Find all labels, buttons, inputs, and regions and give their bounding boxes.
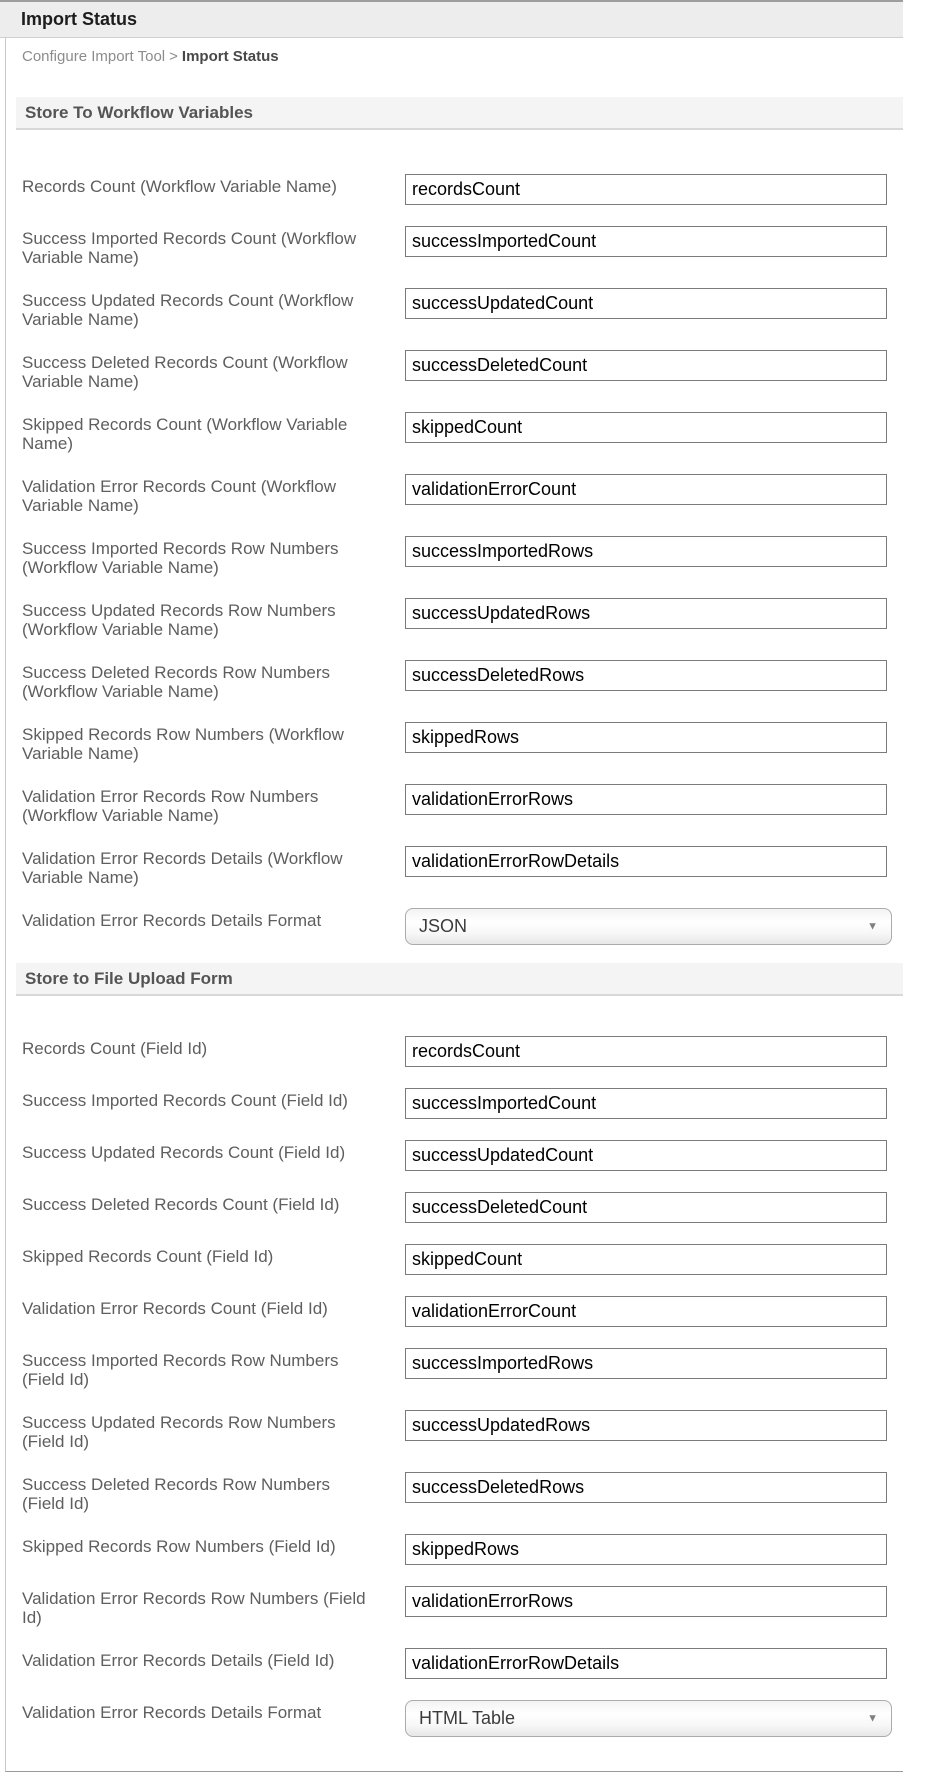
page-content xyxy=(5,38,903,1772)
field-wrapper xyxy=(405,288,887,319)
input-skippedCount[interactable] xyxy=(405,1244,887,1275)
input-successImportedRows[interactable] xyxy=(405,536,887,567)
form-row xyxy=(22,1648,903,1679)
field-wrapper xyxy=(405,350,887,381)
field-wrapper xyxy=(405,1472,887,1503)
field-wrapper xyxy=(405,784,887,815)
input-successImportedCount[interactable] xyxy=(405,226,887,257)
field-label: Success Updated Records Row Numbers (Field Id) xyxy=(22,1413,336,1451)
field-label: Skipped Records Count (Field Id) xyxy=(22,1247,274,1266)
form-row xyxy=(22,536,903,577)
field-wrapper xyxy=(405,1348,887,1379)
input-successDeletedRows[interactable] xyxy=(405,1472,887,1503)
input-validationErrorCount[interactable] xyxy=(405,1296,887,1327)
field-label: Success Deleted Records Count (Workflow Variable Name) xyxy=(22,353,348,391)
section-rows xyxy=(6,130,903,945)
field-label: Validation Error Records Count (Field Id) xyxy=(22,1299,328,1318)
form-row xyxy=(22,908,903,945)
input-validationErrorRows[interactable] xyxy=(405,784,887,815)
field-label: Validation Error Records Row Numbers (Field Id) xyxy=(22,1589,366,1627)
form-row xyxy=(22,1088,903,1119)
field-wrapper xyxy=(405,536,887,567)
form-row xyxy=(22,1472,903,1513)
field-wrapper xyxy=(405,474,887,505)
input-successUpdatedCount[interactable] xyxy=(405,288,887,319)
input-recordsCount[interactable] xyxy=(405,1036,887,1067)
field-label: Skipped Records Count (Workflow Variable Name) xyxy=(22,415,348,453)
field-wrapper xyxy=(405,226,887,257)
field-wrapper xyxy=(405,174,887,205)
field-label: Success Imported Records Row Numbers (Workflow Variable Name) xyxy=(22,539,339,577)
field-label: Skipped Records Row Numbers (Workflow Variable Name) xyxy=(22,725,344,763)
input-skippedCount[interactable] xyxy=(405,412,887,443)
section-header: Store to File Upload Form xyxy=(16,963,903,996)
form-row xyxy=(22,722,903,763)
form-section xyxy=(6,97,903,945)
input-successDeletedCount[interactable] xyxy=(405,350,887,381)
input-recordsCount[interactable] xyxy=(405,174,887,205)
field-wrapper xyxy=(405,1586,887,1617)
input-skippedRows[interactable] xyxy=(405,1534,887,1565)
field-label: Success Deleted Records Row Numbers (Workflow Variable Name) xyxy=(22,663,331,701)
field-wrapper xyxy=(405,1410,887,1441)
input-validationErrorRowDetails[interactable] xyxy=(405,846,887,877)
form-row xyxy=(22,1036,903,1067)
form-row xyxy=(22,288,903,329)
form-section xyxy=(6,963,903,1737)
form-row xyxy=(22,598,903,639)
page-title: Import Status xyxy=(0,0,903,38)
form-row xyxy=(22,1192,903,1223)
form-row xyxy=(22,1296,903,1327)
field-wrapper xyxy=(405,598,887,629)
field-label: Success Updated Records Count (Field Id) xyxy=(22,1143,346,1162)
form-sections xyxy=(6,97,903,1737)
field-wrapper xyxy=(405,1036,887,1067)
input-successImportedRows[interactable] xyxy=(405,1348,887,1379)
field-label: Validation Error Records Row Numbers (Workflow Variable Name) xyxy=(22,787,319,825)
field-wrapper xyxy=(405,1192,887,1223)
format-select[interactable] xyxy=(405,908,892,945)
field-wrapper xyxy=(405,660,887,691)
field-wrapper xyxy=(405,412,887,443)
input-successUpdatedRows[interactable] xyxy=(405,1410,887,1441)
form-row xyxy=(22,1586,903,1627)
format-select[interactable] xyxy=(405,1700,892,1737)
field-wrapper xyxy=(405,1648,887,1679)
form-row xyxy=(22,1348,903,1389)
form-row xyxy=(22,350,903,391)
select-value: HTML Table xyxy=(419,1708,516,1728)
field-label: Validation Error Records Count (Workflow Variable Name) xyxy=(22,477,336,515)
field-wrapper xyxy=(405,846,887,877)
form-row xyxy=(22,474,903,515)
section-rows xyxy=(6,996,903,1737)
field-wrapper xyxy=(405,1244,887,1275)
form-row xyxy=(22,412,903,453)
input-successImportedCount[interactable] xyxy=(405,1088,887,1119)
field-label: Validation Error Records Details (Workflow Variable Name) xyxy=(22,849,343,887)
form-row xyxy=(22,1244,903,1275)
breadcrumb-current: Import Status xyxy=(181,48,279,65)
field-label: Validation Error Records Details Format xyxy=(22,1703,322,1722)
breadcrumb xyxy=(6,38,903,65)
chevron-down-icon: ▼ xyxy=(867,920,878,932)
form-row xyxy=(22,846,903,887)
form-row xyxy=(22,1534,903,1565)
input-successUpdatedCount[interactable] xyxy=(405,1140,887,1171)
input-validationErrorRows[interactable] xyxy=(405,1586,887,1617)
field-wrapper xyxy=(405,1088,887,1119)
field-wrapper xyxy=(405,908,892,945)
field-label: Records Count (Workflow Variable Name) xyxy=(22,177,337,196)
form-row xyxy=(22,174,903,205)
field-label: Success Imported Records Row Numbers (Field Id) xyxy=(22,1351,339,1389)
form-row xyxy=(22,660,903,701)
input-successUpdatedRows[interactable] xyxy=(405,598,887,629)
form-row xyxy=(22,226,903,267)
input-validationErrorRowDetails[interactable] xyxy=(405,1648,887,1679)
input-successDeletedCount[interactable] xyxy=(405,1192,887,1223)
select-value: JSON xyxy=(419,916,468,936)
input-validationErrorCount[interactable] xyxy=(405,474,887,505)
field-label: Success Imported Records Count (Field Id) xyxy=(22,1091,348,1110)
field-label: Success Updated Records Row Numbers (Workflow Variable Name) xyxy=(22,601,336,639)
form-row xyxy=(22,1140,903,1171)
breadcrumb-parent-link[interactable]: Configure Import Tool xyxy=(22,48,166,65)
field-label: Validation Error Records Details Format xyxy=(22,911,322,930)
input-successDeletedRows[interactable] xyxy=(405,660,887,691)
field-wrapper xyxy=(405,1296,887,1327)
field-label: Validation Error Records Details (Field Id) xyxy=(22,1651,335,1670)
field-wrapper xyxy=(405,1140,887,1171)
breadcrumb-separator: > xyxy=(169,48,178,65)
field-wrapper xyxy=(405,722,887,753)
field-label: Skipped Records Row Numbers (Field Id) xyxy=(22,1537,336,1556)
field-wrapper xyxy=(405,1700,892,1737)
field-label: Success Deleted Records Row Numbers (Field Id) xyxy=(22,1475,331,1513)
field-label: Success Deleted Records Count (Field Id) xyxy=(22,1195,340,1214)
form-row xyxy=(22,1700,903,1737)
field-label: Records Count (Field Id) xyxy=(22,1039,208,1058)
field-label: Success Imported Records Count (Workflow Variable Name) xyxy=(22,229,357,267)
chevron-down-icon: ▼ xyxy=(867,1712,878,1724)
input-skippedRows[interactable] xyxy=(405,722,887,753)
form-row xyxy=(22,784,903,825)
form-row xyxy=(22,1410,903,1451)
field-label: Success Updated Records Count (Workflow Variable Name) xyxy=(22,291,354,329)
field-wrapper xyxy=(405,1534,887,1565)
section-header: Store To Workflow Variables xyxy=(16,97,903,130)
